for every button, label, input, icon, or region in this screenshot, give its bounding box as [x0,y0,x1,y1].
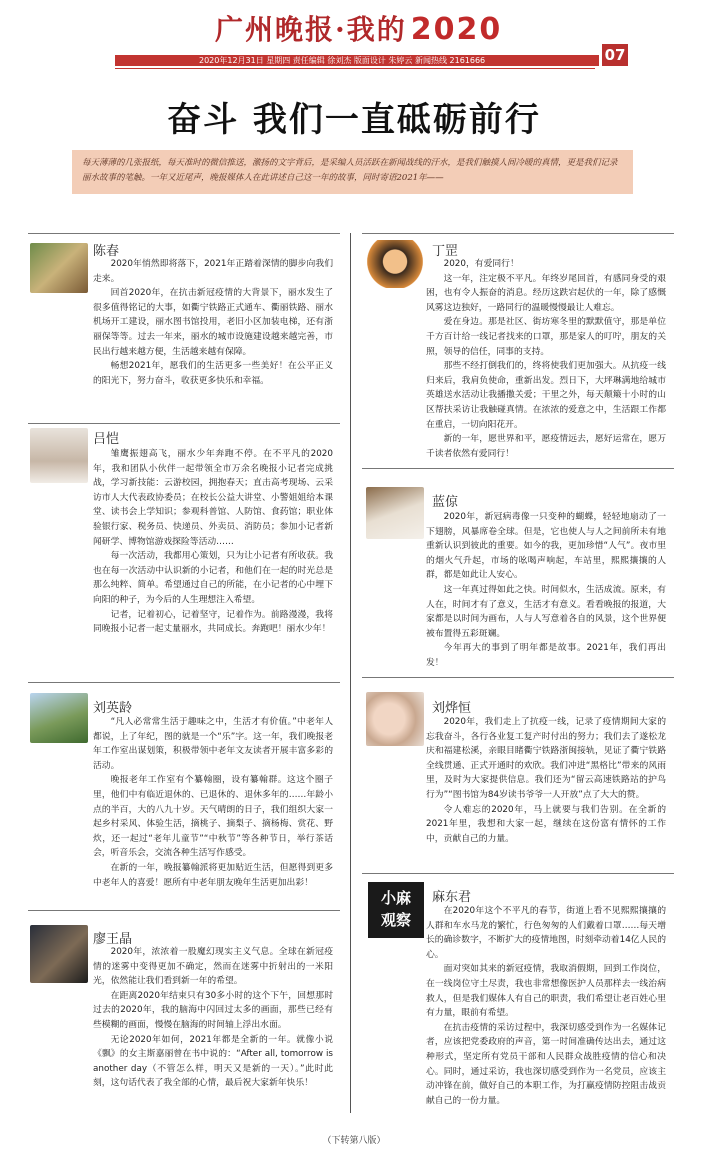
paragraph: 今年再大的事到了明年都是故事。2021年，我们再出发！ [426,643,666,668]
divider [28,910,340,911]
paragraph: 无论2020年如何，2021年都是全新的一年。就像小说《飘》的女主斯嘉丽曾在书中说的：“After all, tomorrow is another day（不管怎么样，明天又是新的一天）。”此时此刻，这句话代表了我全部的心情，最后祝大家新年快乐！ [93,1034,333,1089]
title-dot: · [335,13,347,46]
logo-line: 观察 [380,911,411,929]
paragraph: 晚报老年工作室有个纂翰圈，设有纂翰群。这这个圈子里，他们中有临近退休的、已退休的、退休多年的……年龄小点的半百，大的八九十岁。天气晴朗的日子，我们组织大家一起乡村采风、体验生活，摘桃子、摘梨子、摘杨梅、赏花、野炊，还一起过“老年儿童节”“中秋节”等各种节日，举行茶话会，听音乐会，交流各种生活写作感受。 [93,775,333,859]
author-photo [366,240,424,288]
paragraph: 畅想2021年，愿我们的生活更多一些美好！在公平正义的阳光下，努力奋斗，收获更多快乐和幸福。 [93,361,333,386]
paragraph: 雏鹰振翅高飞，丽水少年奔跑不停。在不平凡的2020年，我和团队小伙伴一起带领全市万余名晚报小记者完成挑战，学习新技能：云游校园，拥抱春天；直击高考现场、云采访市人大代表政协委员；在校长公益大讲堂、小警姐姐给本课堂、读书会上学知识；参观科普馆、人防馆、食药馆；职业体验银行家、税务员、快递员、外卖员、消防员；参加小记者新闻研学、博物馆游戏探险等活动…… [93,449,333,547]
paragraph: 2020年，浓浓着一股魔幻现实主义气息。全球在新冠疫情的迷雾中变得更加不确定，然而在迷雾中折射出的一米阳光，依然能让我们看到新一年的希望。 [93,947,333,987]
author-name: 吕恺 [93,432,120,447]
article-body [426,510,666,675]
paragraph: 在距离2020年结束只有30多小时的这个下午，回想那时过去的2020年，我的脑海中闪回过太多的画面，那些已经有些模糊的画面，慢慢在脑海的时间轴上浮出水面。 [93,990,333,1030]
paragraph: 2020年，新冠病毒像一只变种的蝴蝶，轻轻地扇动了一下翅膀，风暴席卷全球。但是，它也使人与人之间前所未有地重新认识到彼此的重要。如今的我，更加珍惜“人气”。夜市里的烟火气升起，市场的吆喝声响起，车站里，熙熙攘攘的人群，都是如此让人安心。 [426,512,666,581]
paragraph: 在2020年这个不平凡的春节，街道上看不见熙熙攘攘的人群和车水马龙的繁忙，行色匆匆的人们戴着口罩……每天增长的确诊数字，不断扩大的疫情地图，时刻牵动着14亿人民的心。 [426,906,666,960]
paragraph: 记者，记着初心，记着坚守，记着作为。前路漫漫，我将同晚报小记者一起丈量丽水，共同成长。奔跑吧！丽水少年！ [93,609,333,635]
column-name: 我的 [346,13,407,46]
author-photo [30,693,88,743]
column-logo [368,882,424,938]
masthead-title [215,8,502,48]
paragraph: 在新的一年，晚报纂翰派将更加贴近生活，但愿得到更多中老年人的喜爱！愿所有中老年朋友晚年生活更加出彩！ [93,862,333,888]
paragraph: 2020，有爱同行！ [443,259,519,269]
column-divider [350,233,351,1113]
page-number: 07 [602,44,628,66]
masthead-year: 2020 [410,12,503,47]
paragraph: 那些不经打倒我们的，终将使我们更加强大。从抗疫一线归来后，我肩负使命，重新出发。烈日下，大坪琳满地给城市英雄送水活动让我播撒关爱；干里之外，每天颠簸十小时的山区帮扶采访让我触碰真情。在浓浓的爱意之中，生活跟工作都在重启，一切向阳花开。 [426,361,666,430]
paragraph: 2020年悄然即将落下，2021年正踏着深情的脚步向我们走来。 [93,259,333,284]
paragraph: 新的一年，愿世界和平，愿疫情远去，愿好运常在，愿万千读者依然有爱同行！ [426,434,666,459]
article-body [93,945,333,1125]
divider [362,233,674,234]
article-body [426,257,666,465]
paragraph: 回首2020年，在抗击新冠疫情的大背景下，丽水发生了很多值得铭记的大事，如衢宁铁路正式通车、衢丽铁路、丽水机场开工建设，丽水图书馆投用，老旧小区加装电梯，还有浙丽保等等。过去一年来，丽水的城市设施建设越来越完善，市民出行越来越方便，生活越来越有保障。 [93,288,333,357]
article-body [426,715,666,871]
paragraph: 这一年，注定极不平凡。年终岁尾回首，有感同身受的艰困，也有令人振奋的消息。经历这跌宕起伏的一年，除了感慨风雾这边独好，一路同行的温暖慢慢最让人难忘。 [426,273,666,313]
paragraph: 令人难忘的2020年，马上就要与我们告别。在全新的2021年里，我想和大家一起，继续在这份富有情怀的工作中，贡献自己的力量。 [426,804,666,844]
article-body [93,715,333,907]
author-name: 刘烨恒 [432,701,472,716]
article-body [93,447,333,679]
author-photo [366,487,424,539]
page-headline: 奋斗 我们一直砥砺前行 [167,100,541,140]
paragraph: 2020年，我们走上了抗疫一线，记录了疫情期间大家的忘我奋斗，各行各业复工复产时付出的努力；我们去了遂松龙庆和福建松溪，亲眼目睹衢宁铁路浙闽接轨，见证了衢宁铁路全线贯通、正式开通时的欢欣。我们冲进“黑格比”带来的风雨里，及时为大家提供信息。我们还为“留云高速铁路站的护鸟行为”“图书馆为84岁读书爷爷一人开放”点了大大的赞。 [426,717,666,800]
author-name: 麻东君 [432,890,472,905]
info-bar: 2020年12月31日 星期四 责任编辑 徐刘杰 版面设计 朱婷云 新闻热线 2161666 [115,55,599,66]
author-name: 陈春 [93,244,120,259]
article-body [426,904,666,1126]
header-rule [115,68,595,69]
paragraph: 爱在身边。那是社区、街坊寒冬里的默默值守，那是单位千方百计给一线记者找来的口罩，那是家人的叮咛，朋友的关照，领导的信任，同事的支持。 [426,317,666,357]
paragraph: 每一次活动，我都用心策划，只为让小记者有所收获。我也在每一次活动中认识新的小记者，和他们在一起的时光总是那么纯粹、简单。希望通过自己的所能，在小记者的心中埋下向阳的种子，为今后的人生理想注入希望。 [93,551,333,605]
author-name: 丁罡 [432,244,459,259]
author-name: 蓝倞 [432,495,459,510]
logo-line: 小麻 [380,889,411,907]
divider [362,873,674,874]
divider [28,233,340,234]
paper-name: 广州晚报 [215,13,336,46]
article-body [93,257,333,417]
author-photo [30,428,88,483]
author-name: 刘英龄 [93,701,133,716]
author-photo [366,692,424,746]
author-name: 廖王晶 [93,932,133,947]
masthead [60,2,660,52]
divider [28,423,340,424]
paragraph: “凡人必常常生活于趣味之中，生活才有价值。”中老年人都说，上了年纪，图的就是一个“乐”字。这一年，我们晚报老年工作室出谋划策，积极带领中老年文友读者开展丰富多彩的活动。 [93,717,333,771]
intro-box: 每天薄薄的几张报纸，每天准时的微信推送，激扬的文字背后，是采编人员活跃在新闻战线的汗水，是我们触摸人间冷暖的真情，更是我们记录丽水故事的笔触。一年又近尾声，晚报媒体人在此讲述自己这一年的故事，同时寄语2021年—— [72,150,633,194]
divider [362,468,674,469]
continued-note: （下转第八版） [322,1136,386,1146]
divider [28,682,340,683]
paragraph: 面对突如其来的新冠疫情，我取消假期，回到工作岗位，在一线岗位守土尽责，我也非常想像医护人员那样去一线治病救人，但是我们媒体人有自己的职责，我们希望让老百姓心里有力量，眼前有希望。 [426,964,666,1019]
paragraph: 这一年真过得如此之快。时间似水，生活成流。原来，有人在，时间才有了意义，生活才有意义。看看晚报的报道，大家都是以时间为画布，人与人写意着各自的风景，这个世界便被布置得五彩斑斓。 [426,584,666,639]
author-photo [30,925,88,983]
paragraph: 在抗击疫情的采访过程中，我深切感受到作为一名媒体记者，应该把党委政府的声音，第一时间准确传达出去，通过这种形式，坚定所有党员干部和人民群众战胜疫情的信心和决心。同时，通过采访，我也深切感受到作为一名党员，应该主动冲锋在前，做好自己的本职工作，为打赢疫情防控阻击战贡献自己的一份力量。 [426,1022,666,1106]
author-photo [30,243,88,293]
divider [362,677,674,678]
